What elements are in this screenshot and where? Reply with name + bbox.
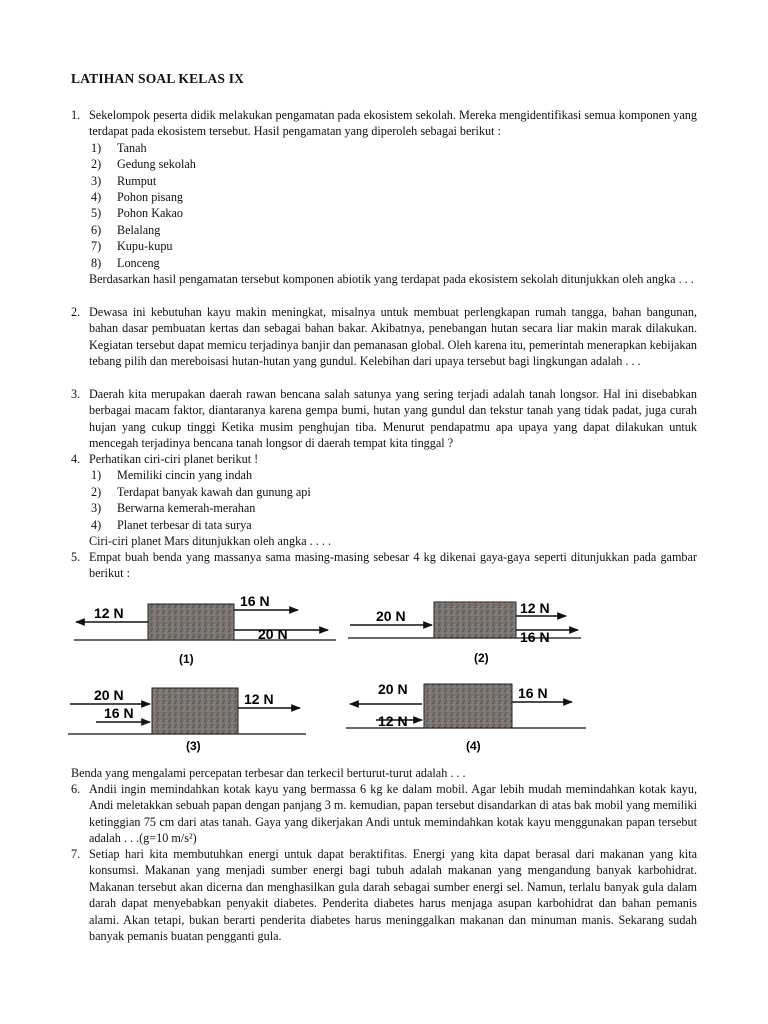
question-text: Dewasa ini kebutuhan kayu makin meningkat, misalnya untuk membuat perlengkapan rumah tangga, bahan bangunan, bahan dasar pembuatan kertas dan sebagai bahan bakar. Akibatnya, penebangan hutan secara liar makin marak dilakukan. Kegiatan tersebut dapat memicu terjadinya banjir dan pemanasan global. Oleh karena itu, pemerintah menerapkan kebijakan tebang pilih dan mereboisasi hutan-hutan yang gundul. Kelebihan dari upaya tersebut bagi lingkungan adalah . . . xyxy=(89,305,697,369)
list-item: 2) Terdapat banyak kawah dan gunung api xyxy=(91,484,311,499)
question-number: 7. xyxy=(71,847,81,861)
force-label: 12 N xyxy=(94,605,124,621)
force-panel-4 xyxy=(346,681,586,753)
question-5-prompt: Benda yang mengalami percepatan terbesar dan terkecil berturut-turut adalah . . . xyxy=(71,766,466,780)
question-1 xyxy=(71,107,697,287)
list-item: 8) Lonceng xyxy=(91,255,160,270)
panel-caption: (2) xyxy=(474,651,489,665)
question-number: 2. xyxy=(71,305,81,319)
question-text: Setiap hari kita membutuhkan energi untuk dapat beraktifitas. Energi yang kita dapat berasal dari makanan yang kita konsumsi. Makanan yang menjadi sumber energi bagi tubuh adalah makanan yang mengandung banyak karbohidrat. Makanan tersebut akan dicerna dan menghasilkan gula darah sebagai sumber energi sel. Namun, terlalu banyak gula dalam darah dapat menyebabkan penyakit diabetes. Penderita diabetes harus menjaga asupan karbohidrat dan bahan pemanis alami. Akan tetapi, bukan berarti penderita diabetes harus meninggalkan makanan dan minuman manis. Sekarang sudah banyak pemanis buatan pengganti gula. xyxy=(89,847,697,944)
question-7 xyxy=(71,846,697,944)
question-2 xyxy=(71,304,697,370)
list-item: 5) Pohon Kakao xyxy=(91,206,184,221)
box xyxy=(148,604,234,640)
panel-caption: (1) xyxy=(179,652,194,666)
list-item: 3) Berwarna kemerah-merahan xyxy=(91,501,256,516)
force-label: 12 N xyxy=(378,713,408,729)
force-label: 16 N xyxy=(240,593,270,609)
question-prompt: Ciri-ciri planet Mars ditunjukkan oleh angka . . . . xyxy=(89,534,332,549)
force-label: 16 N xyxy=(104,705,134,721)
question-text: Sekelompok peserta didik melakukan pengamatan pada ekosistem sekolah. Mereka mengidentifikasi semua komponen yang terdapat pada ekosistem tersebut. Hasil pengamatan yang diperoleh sebagai berikut : xyxy=(89,108,697,139)
force-label: 20 N xyxy=(258,626,288,642)
list-item: 4) Pohon pisang xyxy=(91,190,184,205)
question-number: 3. xyxy=(71,387,81,401)
force-label: 20 N xyxy=(376,608,406,624)
force-diagram-figure xyxy=(66,588,706,758)
question-text: Perhatikan ciri-ciri planet berikut ! xyxy=(89,452,259,466)
panel-caption: (3) xyxy=(186,739,201,753)
list-item: 3) Rumput xyxy=(91,173,157,188)
list-item: 7) Kupu-kupu xyxy=(91,239,173,254)
force-label: 20 N xyxy=(94,687,124,703)
question-number: 6. xyxy=(71,782,81,796)
force-panel-2 xyxy=(348,600,581,665)
list-item: 6) Belalang xyxy=(91,222,161,237)
question-4 xyxy=(71,451,697,549)
force-panel-3 xyxy=(68,687,306,753)
box xyxy=(152,688,238,734)
force-label: 16 N xyxy=(518,685,548,701)
question-number: 4. xyxy=(71,452,81,466)
force-panel-1 xyxy=(74,593,336,666)
list-item: 2) Gedung sekolah xyxy=(91,157,196,172)
page-title: LATIHAN SOAL KELAS IX xyxy=(71,71,245,86)
question-number: 1. xyxy=(71,108,81,122)
force-label: 16 N xyxy=(520,629,550,645)
force-label: 12 N xyxy=(520,600,550,616)
box xyxy=(434,602,516,638)
list-item: 1) Tanah xyxy=(91,140,147,155)
box xyxy=(424,684,512,728)
force-label: 20 N xyxy=(378,681,408,697)
question-3 xyxy=(71,386,697,452)
question-text: Empat buah benda yang massanya sama masing-masing sebesar 4 kg dikenai gaya-gaya seperti ditunjukkan pada gambar berikut : xyxy=(89,550,697,581)
list-item: 4) Planet terbesar di tata surya xyxy=(91,517,252,532)
question-6 xyxy=(71,781,697,847)
question-number: 5. xyxy=(71,550,81,564)
panel-caption: (4) xyxy=(466,739,481,753)
question-text: Daerah kita merupakan daerah rawan bencana salah satunya yang sering terjadi adalah tanah longsor. Hal ini disebabkan berbagai macam faktor, diantaranya karena gempa bumi, hutan yang gundul dan tekstur tanah yang tidak padat, juga curah hujan yang cukup tinggi Ketika musim penghujan tiba. Menurut pendapatmu apa upaya yang dapat dilakukan untuk mencegah terjadinya bencana tanah longsor di daerah tempat kita tinggal ? xyxy=(89,387,697,451)
list-item: 1) Memiliki cincin yang indah xyxy=(91,468,253,483)
force-label: 12 N xyxy=(244,691,274,707)
question-5 xyxy=(71,549,697,582)
question-prompt: Berdasarkan hasil pengamatan tersebut komponen abiotik yang terdapat pada ekosistem sekolah ditunjukkan oleh angka . . . xyxy=(89,272,694,287)
question-text: Andii ingin memindahkan kotak kayu yang bermassa 6 kg ke dalam mobil. Agar lebih mudah memindahkan kotak kayu, Andi meletakkan sebuah papan dengan panjang 3 m. kemudian, papan tersebut disandarkan di atas bak mobil yang memiliki ketinggian 75 cm dari atas tanah. Gaya yang dikerjakan Andi untuk memindahkan kotak kayu menggunakan papan tersebut adalah . . .(g=10 m/s²) xyxy=(89,782,697,846)
